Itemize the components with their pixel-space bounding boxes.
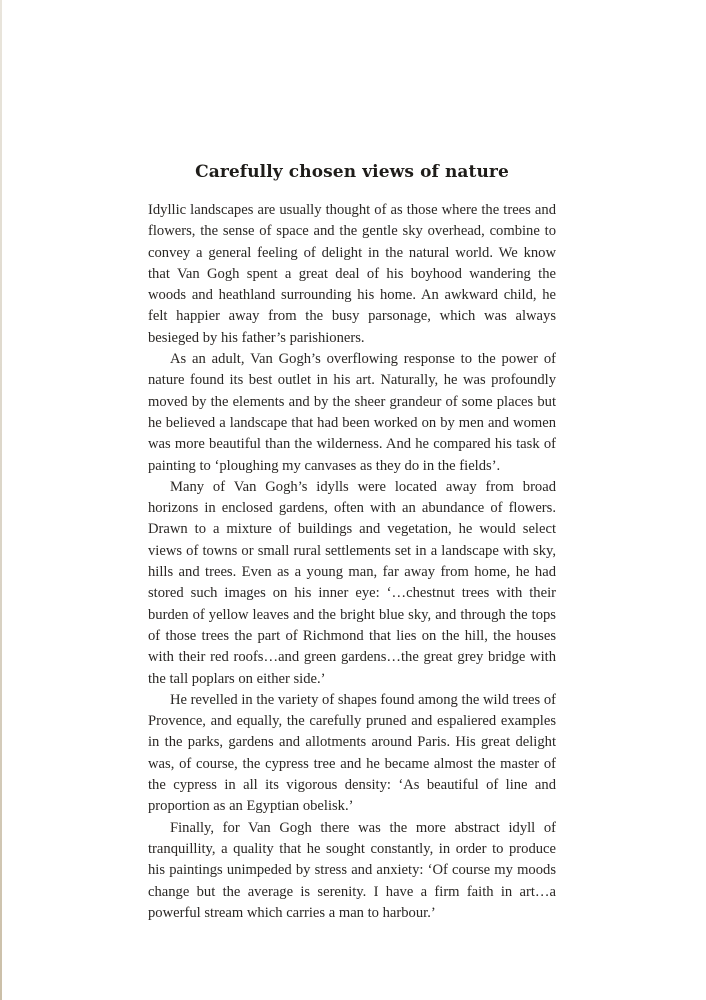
paragraph-3: Many of Van Gogh’s idylls were located away from broad horizons in enclosed gardens, often with an abundance of flowers. Drawn to a mixture of buildings and vegetation, he would select views of towns or small rural settlements set in a landscape with sky, hills and trees. Even as a young man, far away from home, he had stored such images on his inner eye: ‘…chestnut trees with their burden of yellow leaves and the bright blue sky, and through the tops of those trees the part of Richmond that lies on the hill, the houses with their red roofs…and green gardens…the great grey bridge with the tall poplars on either side.’ (148, 478, 556, 687)
page-edge (0, 0, 2, 1000)
body-text (148, 200, 556, 924)
page-title: Carefully chosen views of nature (195, 162, 509, 182)
paragraph-1: Idyllic landscapes are usually thought of as those where the trees and flowers, the sense of space and the gentle sky overhead, combine to convey a general feeling of delight in the natural world. We know that Van Gogh spent a great deal of his boyhood wandering the woods and heathland surrounding his home. An awkward child, he felt happier away from the busy parsonage, which was always besieged by his father’s parishioners. (148, 202, 556, 346)
paragraph-5: Finally, for Van Gogh there was the more abstract idyll of tranquillity, a quality that he sought constantly, in order to produce his paintings unimpeded by stress and anxiety: ‘Of course my moods change but the average is serenity. I have a firm faith in art…a powerful stream which carries a man to harbour.’ (148, 819, 556, 921)
paragraph-2: As an adult, Van Gogh’s overflowing response to the power of nature found its best outlet in his art. Naturally, he was profoundly moved by the elements and by the sheer grandeur of some places but he believed a landscape that had been worked on by men and women was more beautiful than the wilderness. And he compared his task of painting to ‘ploughing my canvases as they do in the fields’. (148, 351, 556, 474)
paragraph-4: He revelled in the variety of shapes found among the wild trees of Provence, and equally, the carefully pruned and espaliered examples in the parks, gardens and allotments around Paris. His great delight was, of course, the cypress tree and he became almost the master of the cypress in all its vigorous density: ‘As beautiful of line and proportion as an Egyptian obelisk.’ (148, 691, 556, 815)
